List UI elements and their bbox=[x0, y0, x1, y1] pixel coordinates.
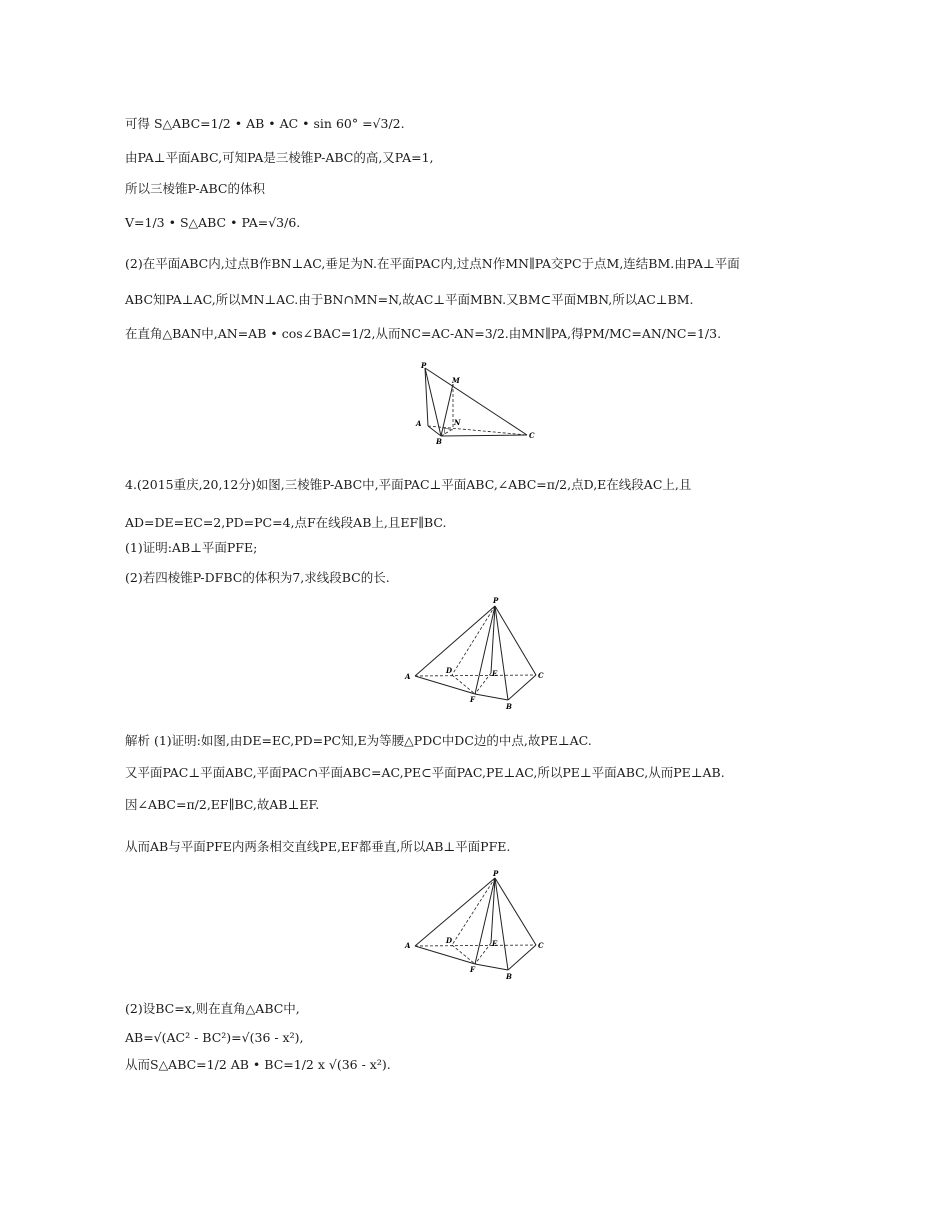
figure-pyramid-pabc bbox=[408, 358, 548, 448]
label-a: A bbox=[405, 941, 411, 950]
solution-part-2-line-1: (2)设BC=x,则在直角△ABC中, bbox=[125, 1001, 300, 1016]
label-d: D bbox=[446, 936, 453, 945]
label-p: P bbox=[421, 361, 427, 370]
text-line-5: (2)在平面ABC内,过点B作BN⊥AC,垂足为N.在平面PAC内,过点N作MN∥PA交PC于点M,连结BM.由PA⊥平面 bbox=[125, 256, 740, 271]
label-p: P bbox=[493, 869, 499, 878]
problem-4-part-1: (1)证明:AB⊥平面PFE; bbox=[125, 540, 258, 555]
label-a: A bbox=[405, 672, 411, 681]
label-a: A bbox=[416, 419, 422, 428]
label-b: B bbox=[436, 437, 442, 446]
label-c: C bbox=[538, 941, 544, 950]
text-line-6: ABC知PA⊥AC,所以MN⊥AC.由于BN∩MN=N,故AC⊥平面MBN.又BM⊂平面MBN,所以AC⊥BM. bbox=[125, 292, 694, 307]
problem-4-line-1: 4.(2015重庆,20,12分)如图,三棱锥P-ABC中,平面PAC⊥平面ABC,∠ABC=π/2,点D,E在线段AC上,且 bbox=[125, 477, 692, 492]
label-c: C bbox=[529, 431, 535, 440]
text-line-2: 由PA⊥平面ABC,可知PA是三棱锥P-ABC的高,又PA=1, bbox=[125, 150, 434, 165]
solution-line-4: 从而AB与平面PFE内两条相交直线PE,EF都垂直,所以AB⊥平面PFE. bbox=[125, 839, 511, 854]
solution-line-1: 解析 (1)证明:如图,由DE=EC,PD=PC知,E为等腰△PDC中DC边的中点,故PE⊥AC. bbox=[125, 733, 592, 748]
solution-line-2: 又平面PAC⊥平面ABC,平面PAC∩平面ABC=AC,PE⊂平面PAC,PE⊥AC,所以PE⊥平面ABC,从而PE⊥AB. bbox=[125, 765, 725, 780]
solution-part-2-line-3: 从而S△ABC=1/2 AB • BC=1/2 x √(36 - x²). bbox=[125, 1057, 391, 1072]
label-f: F bbox=[470, 695, 475, 704]
label-d: D bbox=[446, 666, 453, 675]
problem-4-part-2: (2)若四棱锥P-DFBC的体积为7,求线段BC的长. bbox=[125, 570, 390, 585]
label-b: B bbox=[506, 702, 512, 711]
figure-pyramid-pdfbc-2 bbox=[402, 868, 552, 984]
text-line-4: V=1/3 • S△ABC • PA=√3/6. bbox=[125, 215, 301, 230]
label-b: B bbox=[506, 972, 512, 981]
text-line-3: 所以三棱锥P-ABC的体积 bbox=[125, 181, 265, 196]
label-e: E bbox=[492, 669, 498, 678]
problem-4-line-2: AD=DE=EC=2,PD=PC=4,点F在线段AB上,且EF∥BC. bbox=[125, 515, 447, 530]
label-n: N bbox=[454, 418, 461, 427]
label-e: E bbox=[492, 939, 498, 948]
label-p: P bbox=[493, 596, 499, 605]
label-f: F bbox=[470, 965, 475, 974]
label-c: C bbox=[538, 671, 544, 680]
solution-line-3: 因∠ABC=π/2,EF∥BC,故AB⊥EF. bbox=[125, 797, 320, 812]
figure-pyramid-pdfbc-1 bbox=[402, 596, 552, 714]
text-line-7: 在直角△BAN中,AN=AB • cos∠BAC=1/2,从而NC=AC-AN=3/2.由MN∥PA,得PM/MC=AN/NC=1/3. bbox=[125, 326, 722, 341]
label-m: M bbox=[452, 376, 460, 385]
text-line-1: 可得 S△ABC=1/2 • AB • AC • sin 60° =√3/2. bbox=[125, 116, 405, 131]
solution-part-2-line-2: AB=√(AC² - BC²)=√(36 - x²), bbox=[125, 1030, 304, 1045]
